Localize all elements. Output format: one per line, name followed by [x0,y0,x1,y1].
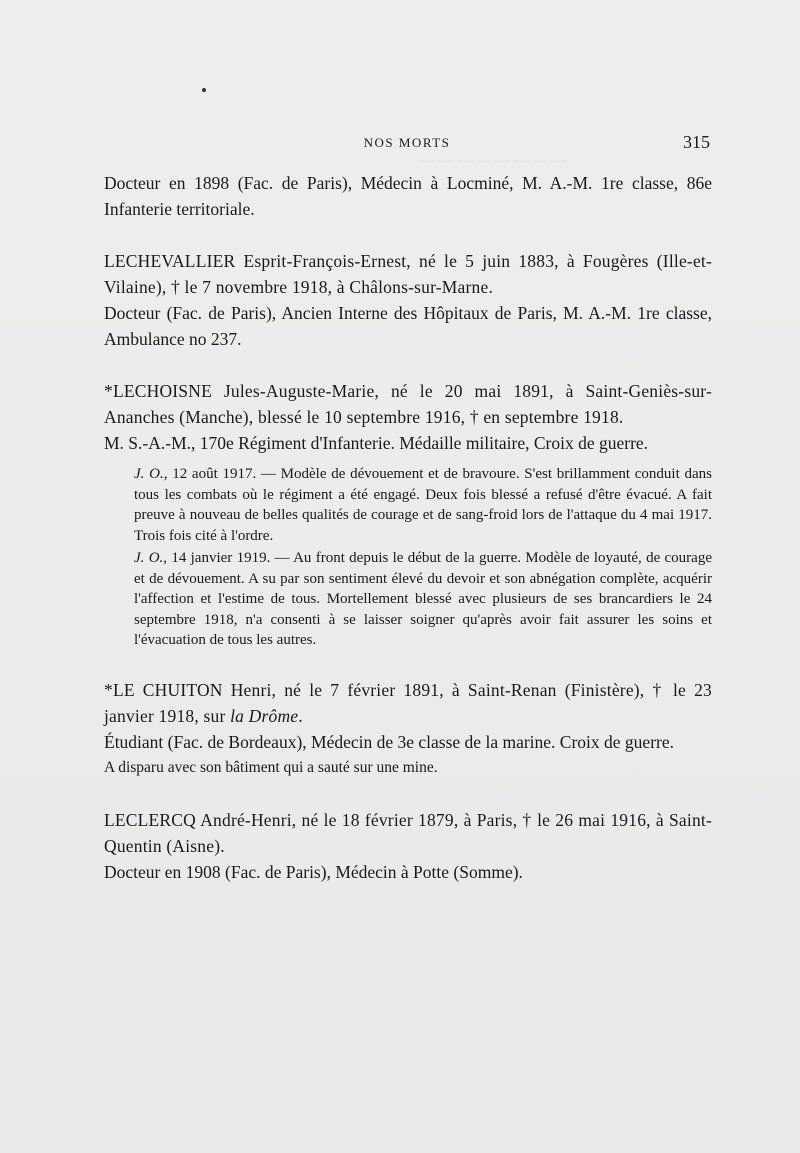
entry-heading: LECLERCQ André-Henri, né le 18 février 1879, à Paris, † le 26 mai 1916, à Saint-Quentin (Aisne). [104,809,712,856]
entry-heading: *LECHOISNE Jules-Auguste-Marie, né le 20 mai 1891, à Saint-Geniès-sur-Ananches (Manche), blessé le 10 septembre 1916, † en septembre 1918. [104,381,712,427]
citation [134,464,712,546]
ink-speck [202,88,206,92]
entry-leclercq [104,807,712,885]
entry-heading [104,677,712,729]
heading-text: *LE CHUITON Henri, né le 7 février 1891, à Saint-Renan (Finistère), † le 23 janvier 1918, sur [104,679,712,726]
citation-source: J. O. [134,550,164,566]
page-body [104,170,712,911]
entry-heading: LECHEVALLIER Esprit-François-Ernest, né le 5 juin 1883, à Fougères (Ille-et-Vilaine), † le 7 novembre 1918, à Châlons-sur-Marne. [104,251,712,297]
entry-note: A disparu avec son bâtiment qui a sauté sur une mine. [104,758,438,776]
heading-end: . [298,705,303,726]
entry-lechoisne [104,378,712,651]
bleed-through: — — — — — — — — [420,153,567,169]
entry-line: Docteur en 1898 (Fac. de Paris), Médecin à Locminé, M. A.-M. 1re classe, 86e Infanterie territoriale. [104,173,712,219]
citations-block [134,464,712,651]
citation-source: J. O. [134,466,164,482]
entry-line: M. S.-A.-M., 170e Régiment d'Infanterie. Médaille militaire, Croix de guerre. [104,433,649,453]
entry-lechevallier [104,248,712,352]
entry-line: Étudiant (Fac. de Bordeaux), Médecin de 3e classe de la marine. Croix de guerre. [104,731,674,752]
entry-line: Docteur en 1908 (Fac. de Paris), Médecin à Potte (Somme). [104,861,523,882]
entry-le-chuiton [104,677,712,781]
citation-text: , 12 août 1917. — Modèle de dévouement et de bravoure. S'est brillamment conduit dans tous les combats où le régiment a été engagé. Deux fois blessé a refusé d'être évacué. A fait preuve à nouveau de belles qualités de courage et de sang-froid lors de l'attaque du 4 mai 1917. Trois fois cité à l'ordre. [134,466,712,544]
ship-name: la Drôme [230,705,299,726]
citation-text: , 14 janvier 1919. — Au front depuis le début de la guerre. Modèle de loyauté, de courage et de dévouement. A su par son sentiment élevé du devoir et son abnégation complète, acquérir l'affection et l'estime de tous. Mortellement blessé avec plusieurs de ses brancardiers le 24 septembre 1918, n'a consenti à se laisser soigner qu'après avoir fait assurer les soins et l'évacuation de tous les autres. [134,550,712,648]
entry-line: Docteur (Fac. de Paris), Ancien Interne des Hôpitaux de Paris, M. A.-M. 1re classe, Ambulance no 237. [104,303,712,349]
entry-continuation [104,170,712,222]
running-header [104,132,710,157]
citation [134,548,712,651]
page-number: 315 [683,132,710,152]
running-title: NOS MORTS [363,135,451,150]
